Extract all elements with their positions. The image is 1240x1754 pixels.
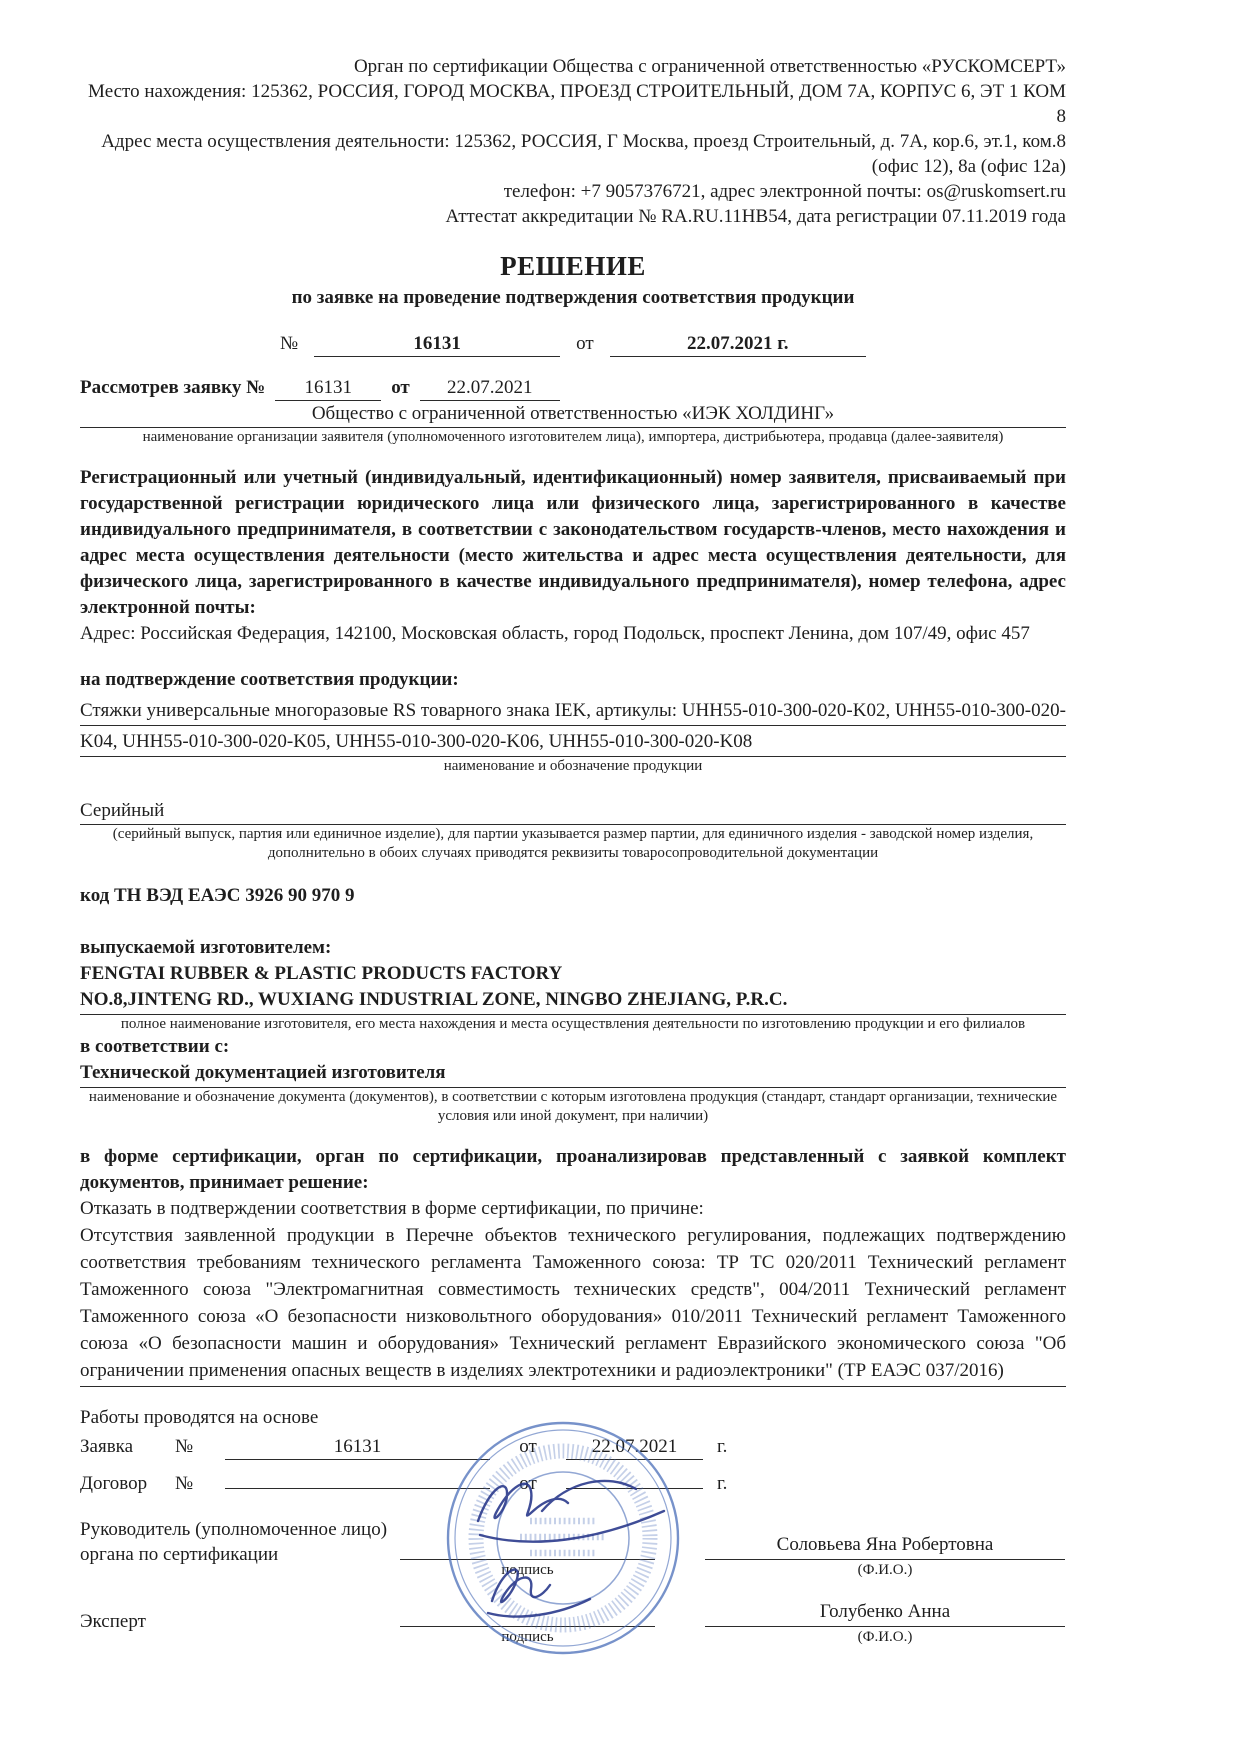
accordance-value: Технической документацией изготовителя (80, 1060, 1066, 1088)
fio-caption: (Ф.И.О.) (857, 1629, 913, 1645)
applicant-address: Адрес: Российская Федерация, 142100, Московская область, город Подольск, проспект Ленина, дом 107/49, офис 457 (80, 623, 1030, 644)
expert-role-label: Эксперт (80, 1611, 146, 1632)
document-subtitle: по заявке на проведение подтверждения соответствия продукции (291, 287, 855, 308)
expert-name: Голубенко Анна (705, 1601, 1065, 1627)
decision-resolution: Отказать в подтверждении соответствия в форме сертификации, по причине: (80, 1198, 704, 1219)
contract-basis-row (80, 1465, 1066, 1495)
expert-signature-space (400, 1601, 655, 1627)
decision-number-field: 16131 (314, 333, 560, 357)
decision-reason: Отсутствия заявленной продукции в Перечне объектов технического регулирования, подлежащих подтверждению соответствия требованиям технического регламента Таможенного союза: ТР ТС 020/2011 Технический регламент Таможенного союза "Электромагнитная совместимость технических средств", 004/2011 Технический регламент Таможенного союза «О безопасности низковольтного оборудования» 010/2011 Технический регламент Таможенного союза «О безопасности машин и оборудования» Технический регламент Евразийского экономического союза "Об ограничении применения опасных веществ в изделиях электротехники и радиоэлектроники" (ТР ЕАЭС 037/2016) (80, 1222, 1066, 1387)
decision-date-field: 22.07.2021 г. (610, 333, 866, 357)
basis-heading: Работы проводятся на основе (80, 1407, 319, 1428)
number-sign: № (175, 1473, 194, 1494)
header-activity-address: Адрес места осуществления деятельности: 125362, РОССИЯ, Г Москва, проезд Строительный, д. 7А, кор.6, эт.1, ком.8 (101, 131, 1066, 152)
product-description: Стяжки универсальные многоразовые RS товарного знака IEK, артикулы: UHH55-010-300-020-K02, UHH55-010-300-020-K04, UHH55-010-300-020-K05, UHH55-010-300-020-K06, UHH55-010-300-020-K08 (80, 695, 1066, 757)
head-role-label: Руководитель (уполномоченное лицо) органа по сертификации (80, 1519, 388, 1565)
head-signature-space (400, 1534, 655, 1560)
from-label: от (576, 333, 594, 354)
header-office-suffix: (офис 12), 8а (офис 12а) (871, 156, 1066, 177)
year-suffix: г. (717, 1436, 728, 1457)
document-title: РЕШЕНИЕ (500, 251, 646, 281)
expert-name-slot (705, 1601, 1065, 1646)
from-label: от (391, 377, 410, 398)
closing-section (80, 1405, 1066, 1646)
accordance-heading: в соответствии с: (80, 1036, 230, 1057)
title-block (80, 251, 1066, 309)
product-section-heading: на подтверждение соответствия продукции: (80, 669, 459, 690)
fio-caption: (Ф.И.О.) (857, 1562, 913, 1578)
basis-row-label: Заявка (80, 1436, 134, 1457)
product-note: наименование и обозначение продукции (443, 758, 703, 774)
basis-application-date-field: 22.07.2021 (566, 1436, 703, 1460)
release-type: Серийный (80, 800, 1066, 825)
reviewed-application-row (80, 377, 1066, 401)
year-suffix: г. (717, 1473, 728, 1494)
head-name-slot (705, 1534, 1065, 1579)
manufacturer-heading: выпускаемой изготовителем: (80, 937, 332, 958)
header-location: Место нахождения: 125362, РОССИЯ, ГОРОД МОСКВА, ПРОЕЗД СТРОИТЕЛЬНЫЙ, ДОМ 7А, КОРПУС 6, ЭТ 1 КОМ 8 (88, 81, 1066, 127)
applicant-name: Общество с ограниченной ответственностью «ИЭК ХОЛДИНГ» (80, 403, 1066, 428)
header-accreditation: Аттестат аккредитации № RA.RU.11НВ54, дата регистрации 07.11.2019 года (445, 206, 1066, 227)
application-date-field: 22.07.2021 (420, 377, 560, 401)
application-number-field: 16131 (275, 377, 381, 401)
header-contacts: телефон: +7 9057376721, адрес электронной почты: os@ruskomsert.ru (503, 181, 1066, 202)
registration-requisites-heading: Регистрационный или учетный (индивидуальный, идентификационный) номер заявителя, присваиваемый при государственной регистрации юридического лица или физического лица, зарегистрированного в качестве индивидуального предпринимателя, в соответствии с законодательством государств-членов, место нахождения и адрес места осуществления деятельности (место жительства и адрес места осуществления деятельности, для физического лица, зарегистрированного в качестве индивидуального предпринимателя), номер телефона, адрес электронной почты: (80, 467, 1066, 618)
header-org-name: Орган по сертификации Общества с ограниченной ответственностью «РУСКОМСЕРТ» (353, 56, 1066, 77)
basis-contract-date-field (566, 1465, 703, 1489)
decision-heading: в форме сертификации, орган по сертификации, проанализировав представленный с заявкой комплект документов, принимает решение: (80, 1146, 1066, 1193)
from-label: от (519, 1473, 537, 1494)
basis-contract-number-field (225, 1465, 490, 1489)
signature-caption: подпись (501, 1629, 554, 1645)
expert-signature-row (80, 1601, 1066, 1646)
from-label: от (519, 1436, 537, 1457)
manufacturer-note: полное наименование изготовителя, его места нахождения и места осуществления деятельности по изготовлению продукции и его филиалов (120, 1016, 1026, 1032)
manufacturer-name: FENGTAI RUBBER & PLASTIC PRODUCTS FACTORY (80, 963, 563, 984)
tnved-code: код ТН ВЭД ЕАЭС 3926 90 970 9 (80, 885, 355, 906)
basis-application-number-field: 16131 (225, 1436, 490, 1460)
number-sign: № (280, 333, 299, 354)
release-type-note: (серийный выпуск, партия или единичное изделие), для партии указывается размер партии, для единичного изделия - заводской номер изделия, дополнительно в обоих случаях приводятся реквизиты товаросопроводительной документации (112, 826, 1034, 861)
application-basis-row (80, 1436, 1066, 1460)
applicant-note: наименование организации заявителя (уполномоченного изготовителем лица), импортера, дистрибьютера, продавца (далее-заявителя) (142, 429, 1004, 445)
accordance-note: наименование и обозначение документа (документов), в соответствии с которым изготовлена продукция (стандарт, стандарт организации, технические условия или иной документ, при наличии) (88, 1089, 1058, 1124)
signature-caption: подпись (501, 1562, 554, 1578)
certification-body-header (80, 54, 1066, 229)
expert-signature-slot (400, 1601, 655, 1646)
head-signature-slot (400, 1534, 655, 1579)
number-sign: № (175, 1436, 194, 1457)
reviewed-label: Рассмотрев заявку № (80, 377, 266, 398)
decision-number-row (80, 333, 1066, 357)
manufacturer-address: NO.8,JINTENG RD., WUXIANG INDUSTRIAL ZONE, NINGBO ZHEJIANG, P.R.C. (80, 987, 1066, 1015)
basis-row-label: Договор (80, 1473, 148, 1494)
manufacturer-block (80, 935, 1066, 1126)
head-name: Соловьева Яна Робертовна (705, 1534, 1065, 1560)
head-signature-row (80, 1517, 1066, 1579)
